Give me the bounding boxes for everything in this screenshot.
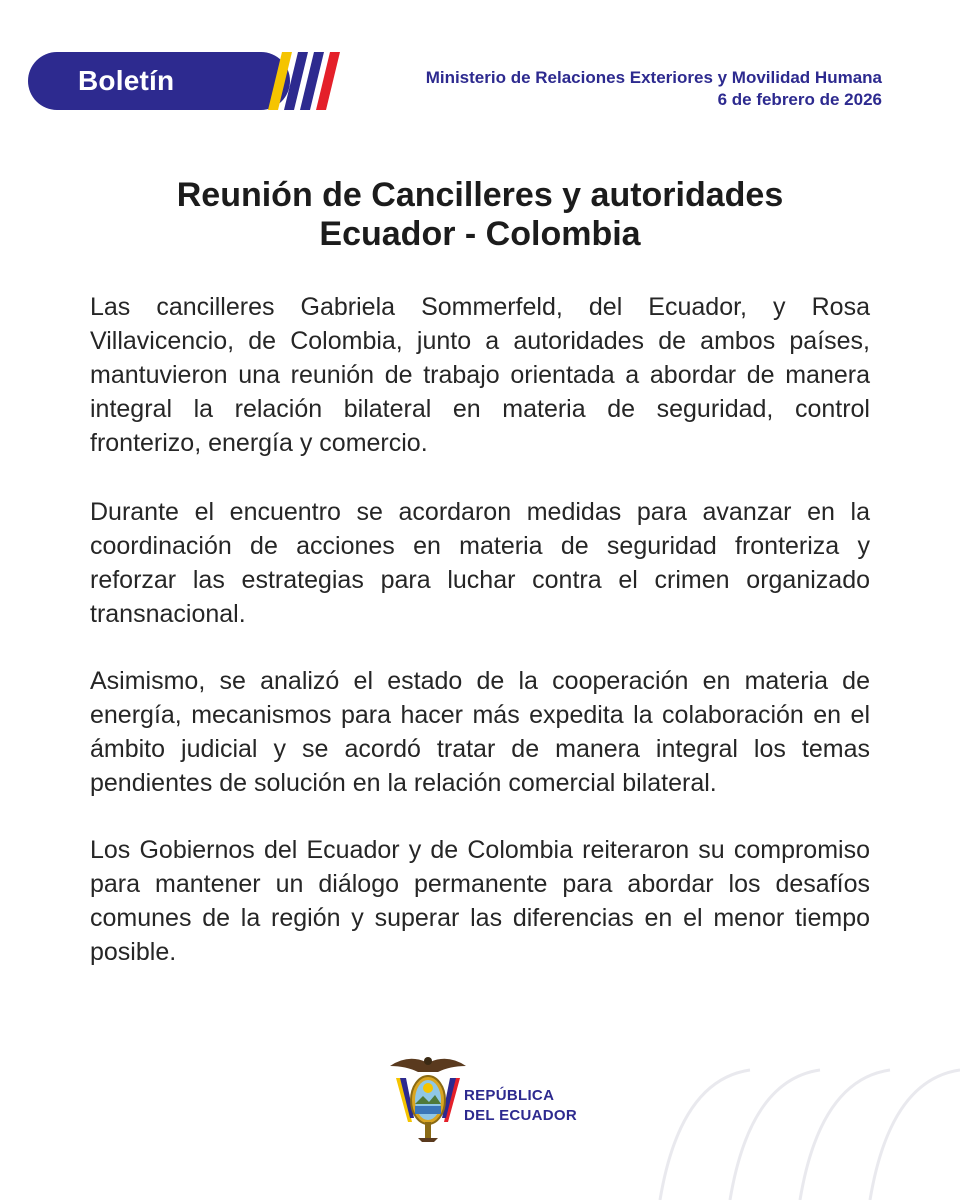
title-line-2: Ecuador - Colombia [319, 215, 641, 253]
paragraph-1: Las cancilleres Gabriela Sommerfeld, del Ecuador, y Rosa Villavicencio, de Colombia, junto a autoridades de ambos países, mantuvieron una reunión de trabajo orientada a abordar de manera integral la relación bilateral en materia de seguridad, control fronterizo, energía y comercio. [90, 293, 870, 457]
paragraph-4: Los Gobiernos del Ecuador y de Colombia reiteraron su compromiso para mantener un diálogo permanente para abordar los desafíos comunes de la región y superar las diferencias en el menor tiempo posible. [90, 836, 870, 966]
paragraph-3: Asimismo, se analizó el estado de la cooperación en materia de energía, mecanismos para hacer más expedita la colaboración en el ámbito judicial y se acordó tratar de manera integral los temas pendientes de solución en la relación comercial bilateral. [90, 667, 870, 797]
ministry-name: Ministerio de Relaciones Exteriores y Movilidad Humana [425, 68, 882, 87]
bulletin-badge [28, 52, 290, 110]
ministry-heading [426, 67, 882, 111]
flag-stripes-icon [254, 52, 344, 110]
bulletin-date: 6 de febrero de 2026 [717, 90, 882, 109]
republic-wordmark [464, 1086, 577, 1126]
republic-line-1: REPÚBLICA [464, 1087, 555, 1104]
page-title [0, 176, 960, 254]
coat-of-arms-icon [388, 1052, 468, 1144]
paragraph-2: Durante el encuentro se acordaron medidas para avanzar en la coordinación de acciones en materia de seguridad fronteriza y reforzar las estrategias para luchar contra el crimen organizado transnacional. [90, 498, 870, 628]
title-line-1: Reunión de Cancilleres y autoridades [176, 176, 784, 214]
decorative-curves [640, 1040, 960, 1200]
republic-line-2: DEL ECUADOR [464, 1107, 578, 1124]
bulletin-badge-label: Boletín [78, 65, 175, 96]
